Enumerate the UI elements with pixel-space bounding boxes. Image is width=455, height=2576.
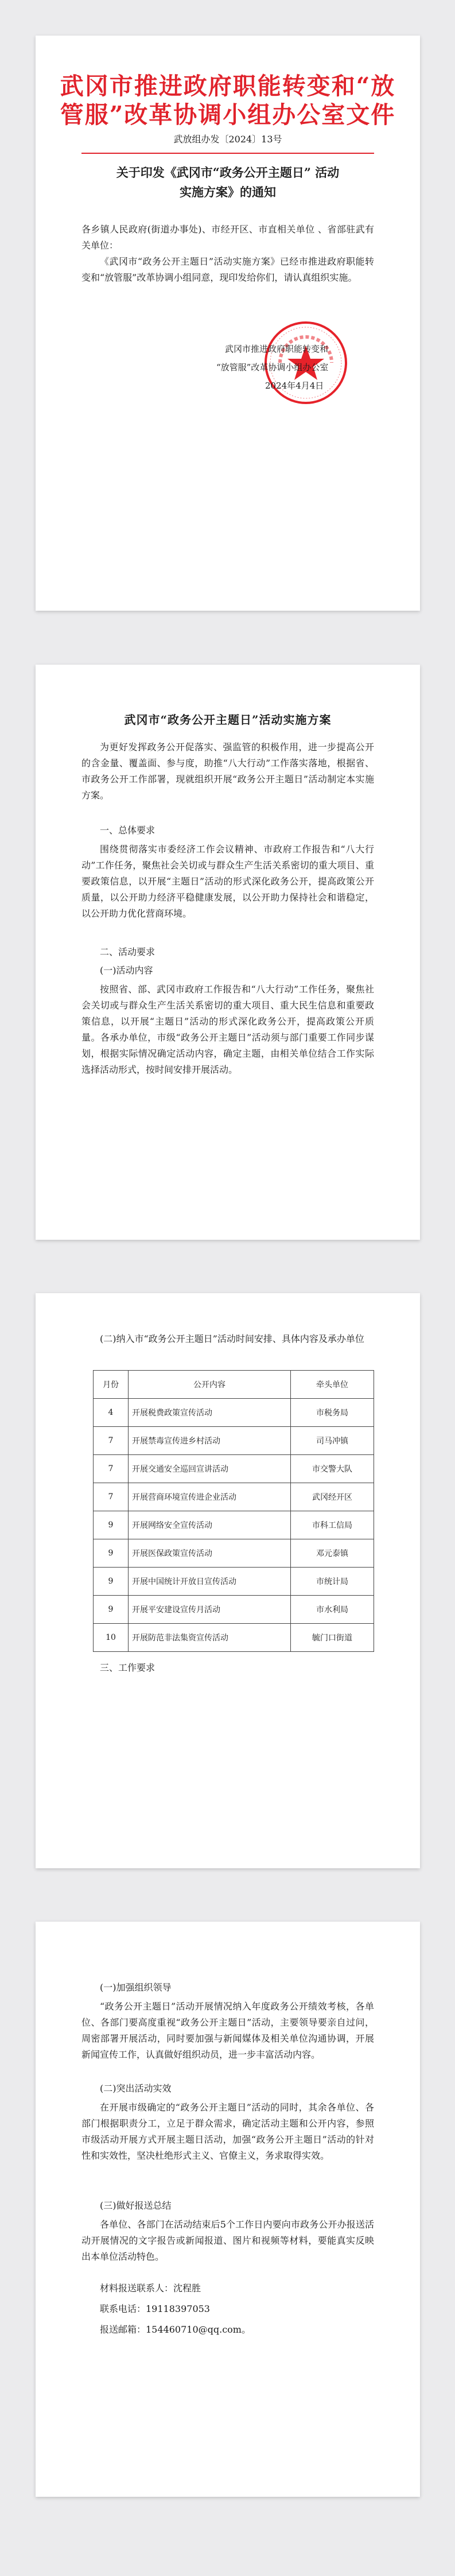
notice-title-line-2: 实施方案》的通知 xyxy=(180,185,276,199)
table-row xyxy=(94,1596,374,1624)
table-cell-content: 开展中国统计开放日宣传活动 xyxy=(129,1568,291,1596)
requirement-3-heading: (三)做好报送总结 xyxy=(100,2200,172,2211)
table-cell-content: 开展医保政策宣传活动 xyxy=(129,1539,291,1568)
requirement-2-heading: (二)突出活动实效 xyxy=(100,2083,172,2094)
red-header-line-2: 管服”改革协调小组办公室文件 xyxy=(60,101,396,129)
table-cell-lead-unit: 市水利局 xyxy=(291,1596,374,1624)
subsection-2-heading: (二)纳入市“政务公开主题日”活动时间安排、具体内容及承办单位 xyxy=(100,1333,364,1344)
table-header-row xyxy=(94,1371,374,1399)
table-cell-content: 开展交通安全巡回宣讲活动 xyxy=(129,1455,291,1483)
table-cell-month: 10 xyxy=(94,1624,129,1652)
table-cell-lead-unit: 司马冲镇 xyxy=(291,1427,374,1455)
section-2-heading: 二、活动要求 xyxy=(100,946,155,957)
table-cell-lead-unit: 邓元泰镇 xyxy=(291,1539,374,1568)
page-4 xyxy=(36,1922,420,2497)
table-row xyxy=(94,1511,374,1539)
subsection-1-body: 按照省、部、武冈市政府工作报告和“八大行动”工作任务，聚焦社会关切或与群众生产生活关系密切的重大项目、重大民生信息和重要政策信息，以开展“主题日”活动的形式深化政务公开，提高政策公开质量。各承办单位，市级“政务公开主题日”活动须与部门重要工作同步谋划，根据实际情况确定活动内容，确定主题，由相关单位结合工作实际选择活动形式，按时间安排开展活动。 xyxy=(81,984,374,1075)
page-2 xyxy=(36,665,420,1240)
subsection-1-heading: (一)活动内容 xyxy=(100,965,153,976)
table-cell-month: 4 xyxy=(94,1399,129,1427)
signature-org-line-1: 武冈市推进政府职能转变和 xyxy=(225,344,329,354)
table-cell-content: 开展禁毒宣传进乡村活动 xyxy=(129,1427,291,1455)
table-cell-content: 开展营商环境宣传进企业活动 xyxy=(129,1483,291,1511)
section-1-heading: 一、总体要求 xyxy=(100,825,155,836)
table-row xyxy=(94,1455,374,1483)
contact-phone: 联系电话：19118397053 xyxy=(100,2303,210,2314)
requirement-3-body: 各单位、各部门在活动结束后5个工作日内要向市政务公开办报送活动开展情况的文字报告或新闻报道、图片和视频等材料，要能真实反映出本单位活动特色。 xyxy=(81,2219,374,2262)
table-cell-lead-unit: 市科工信局 xyxy=(291,1511,374,1539)
table-cell-lead-unit: 武冈经开区 xyxy=(291,1483,374,1511)
signature-org-line-2: “放管服”改革协调小组办公室 xyxy=(216,362,329,373)
table-cell-month: 7 xyxy=(94,1483,129,1511)
table-cell-lead-unit: 毓门口街道 xyxy=(291,1624,374,1652)
page-1 xyxy=(36,36,420,611)
recipients: 各乡镇人民政府(街道办事处)、市经开区、市直相关单位 、省部驻武有关单位： xyxy=(81,224,374,251)
signature-date: 2024年4月4日 xyxy=(265,381,324,391)
table-row xyxy=(94,1483,374,1511)
table-header-month: 月份 xyxy=(94,1371,129,1399)
plan-intro: 为更好发挥政务公开促落实、强监管的积极作用，进一步提高公开的含金量、覆盖面、参与度，助推“八大行动”工作落实落地，根据省、市政务公开工作部署，现就组织开展“政务公开主题日”活动制定本实施方案。 xyxy=(81,742,374,801)
table-row xyxy=(94,1399,374,1427)
page-3 xyxy=(36,1293,420,1868)
table-cell-lead-unit: 市统计局 xyxy=(291,1568,374,1596)
requirement-1-body: “政务公开主题日”活动开展情况纳入年度政务公开绩效考核，各单位、各部门要高度重视“政务公开主题日”活动，主要领导要亲自过问，周密部署开展活动，同时要加强与新闻媒体及相关单位沟通协调，开展新闻宣传工作，认真做好组织动员，进一步丰富活动内容。 xyxy=(81,2001,374,2060)
plan-title: 武冈市“政务公开主题日”活动实施方案 xyxy=(124,713,332,727)
table-header-lead-unit: 牵头单位 xyxy=(291,1371,374,1399)
section-1-body: 围绕贯彻落实市委经济工作会议精神、市政府工作报告和“八大行动”工作任务，聚焦社会关切或与群众生产生活关系密切的重大项目、重要政策信息，以开展“主题日”活动的形式深化政务公开，提高政策公开质量，以公开助力经济平稳健康发展，以公开助力保持社会和谐稳定，以公开助力优化营商环境。 xyxy=(81,844,374,919)
document-number: 武放组办发〔2024〕13号 xyxy=(173,134,282,145)
table-cell-content: 开展平安建设宣传月活动 xyxy=(129,1596,291,1624)
table-row xyxy=(94,1539,374,1568)
table-cell-content: 开展网络安全宣传活动 xyxy=(129,1511,291,1539)
table-row xyxy=(94,1624,374,1652)
table-cell-month: 7 xyxy=(94,1427,129,1455)
notice-title xyxy=(81,163,374,202)
requirement-2-body: 在开展市级确定的“政务公开主题日”活动的同时，其余各单位、各部门根据职责分工，立足于群众需求，确定活动主题和公开内容，参照市级活动开展方式开展主题日活动，加强“政务公开主题日”活动的针对性和实效性，坚决杜绝形式主义、官僚主义，务求取得实效。 xyxy=(81,2102,374,2161)
red-header-line-1: 武冈市推进政府职能转变和“放 xyxy=(60,72,396,100)
table-cell-month: 7 xyxy=(94,1455,129,1483)
table-cell-content: 开展防范非法集资宣传活动 xyxy=(129,1624,291,1652)
activity-schedule-table xyxy=(93,1370,374,1652)
notice-title-line-1: 关于印发《武冈市“政务公开主题日” 活动 xyxy=(116,165,340,180)
table-row xyxy=(94,1568,374,1596)
contact-person: 材料报送联系人：沈程胜 xyxy=(100,2283,201,2294)
table-cell-lead-unit: 市税务局 xyxy=(291,1399,374,1427)
contact-email: 报送邮箱：154460710@qq.com。 xyxy=(100,2324,251,2335)
table-row xyxy=(94,1427,374,1455)
table-cell-month: 9 xyxy=(94,1568,129,1596)
table-cell-month: 9 xyxy=(94,1539,129,1568)
section-3-heading: 三、工作要求 xyxy=(100,1662,155,1673)
table-cell-lead-unit: 市交警大队 xyxy=(291,1455,374,1483)
notice-body: 《武冈市“政务公开主题日”活动实施方案》已经市推进政府职能转变和“放管服”改革协调小组同意，现印发给你们，请认真组织实施。 xyxy=(81,256,374,283)
red-divider xyxy=(81,153,374,154)
table-cell-content: 开展税费政策宣传活动 xyxy=(129,1399,291,1427)
table-header-content: 公开内容 xyxy=(129,1371,291,1399)
table-cell-month: 9 xyxy=(94,1596,129,1624)
table-cell-month: 9 xyxy=(94,1511,129,1539)
requirement-1-heading: (一)加强组织领导 xyxy=(100,1982,172,1993)
